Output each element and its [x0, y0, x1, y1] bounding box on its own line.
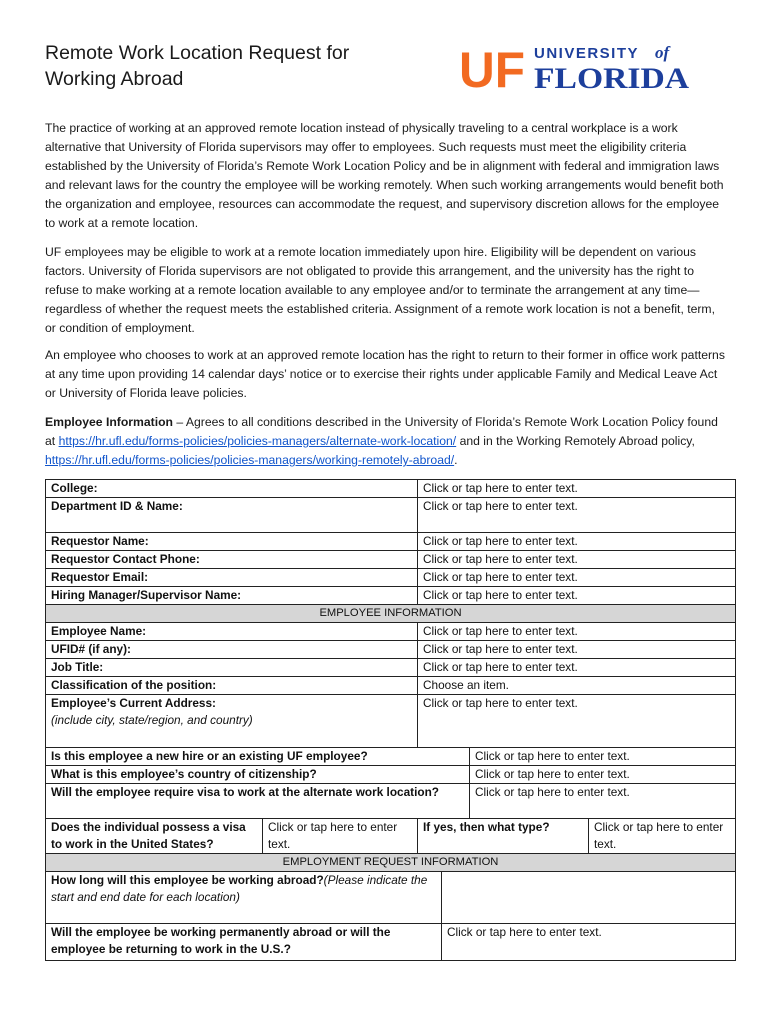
title-line-1: Remote Work Location Request for	[45, 42, 350, 64]
citizenship-field[interactable]: Click or tap here to enter text.	[470, 766, 736, 784]
department-label: Department ID & Name:	[46, 498, 418, 533]
address-note: (include city, state/region, and country)	[51, 713, 253, 727]
visa-required-label: Will the employee require visa to work at the alternate work location?	[46, 784, 470, 819]
classification-label: Classification of the position:	[46, 677, 418, 695]
job-title-label: Job Title:	[46, 659, 418, 677]
logo-of: of	[655, 43, 670, 62]
uf-logo-svg	[459, 42, 691, 92]
citizenship-label: What is this employee’s country of citizenship?	[46, 766, 470, 784]
table-row	[46, 766, 736, 784]
page-title	[45, 40, 425, 92]
title-line-2: Working Abroad	[45, 68, 184, 90]
eligibility-paragraph	[45, 243, 727, 338]
uf-logo	[459, 42, 691, 97]
department-field[interactable]: Click or tap here to enter text.	[418, 498, 736, 533]
employment-request-section-header: EMPLOYMENT REQUEST INFORMATION	[46, 854, 736, 872]
policy-text-3: .	[454, 453, 458, 467]
logo-florida: FLORIDA	[534, 62, 690, 92]
table-row	[46, 641, 736, 659]
return-rights-paragraph	[45, 346, 727, 403]
table-row	[46, 480, 736, 498]
employee-name-label: Employee Name:	[46, 623, 418, 641]
how-long-note: (Please indicate the start and end date for each location)	[51, 873, 428, 904]
table-row	[46, 498, 736, 533]
permanent-field[interactable]: Click or tap here to enter text.	[442, 924, 736, 961]
classification-dropdown[interactable]: Choose an item.	[418, 677, 736, 695]
paragraph-4	[45, 413, 727, 470]
college-field[interactable]: Click or tap here to enter text.	[418, 480, 736, 498]
address-label-text: Employee’s Current Address:	[51, 696, 216, 710]
table-row	[46, 677, 736, 695]
table-row	[46, 533, 736, 551]
table-row	[46, 587, 736, 605]
address-field[interactable]: Click or tap here to enter text.	[418, 695, 736, 748]
address-label	[46, 695, 418, 748]
college-label: College:	[46, 480, 418, 498]
table-row	[46, 784, 736, 819]
table-row	[46, 551, 736, 569]
how-long-label-text: How long will this employee be working abroad?	[51, 873, 324, 887]
requestor-name-field[interactable]: Click or tap here to enter text.	[418, 533, 736, 551]
table-row	[46, 659, 736, 677]
request-form-table	[45, 479, 736, 961]
requestor-phone-label: Requestor Contact Phone:	[46, 551, 418, 569]
requestor-phone-field[interactable]: Click or tap here to enter text.	[418, 551, 736, 569]
new-hire-field[interactable]: Click or tap here to enter text.	[470, 748, 736, 766]
table-row	[46, 819, 736, 854]
intro-paragraph	[45, 119, 727, 233]
employee-info-paragraph	[45, 413, 727, 470]
paragraph-3: An employee who chooses to work at an approved remote location has the right to return to their former in office work patterns at any time upon providing 14 calendar days’ notice or to exercise their rights under applicable Family and Medical Leave Act or University of Florida leave policies.	[45, 348, 725, 400]
employee-name-field[interactable]: Click or tap here to enter text.	[418, 623, 736, 641]
logo-uf-letters: UF	[459, 42, 525, 92]
table-row	[46, 623, 736, 641]
paragraph-1: The practice of working at an approved remote location instead of physically traveling to a central workplace is a work alternative that University of Florida supervisors may offer to employees. Such requests must meet the eligibility criteria established by the University of Florida’s Remote Work Location Policy and be in alignment with federal and immigration laws and relevant laws for the country the employee will be working remotely. When such working arrangements would benefit both the organization and employee, resources can accommodate the request, and supervisory discretion allows for the employee to work at a remote location.	[45, 121, 724, 230]
table-row	[46, 748, 736, 766]
table-row	[46, 924, 736, 961]
employee-info-heading: Employee Information	[45, 415, 173, 429]
new-hire-label: Is this employee a new hire or an existing UF employee?	[46, 748, 470, 766]
alternate-work-location-link[interactable]: https://hr.ufl.edu/forms-policies/policies-managers/alternate-work-location/	[58, 434, 457, 448]
job-title-field[interactable]: Click or tap here to enter text.	[418, 659, 736, 677]
employee-information-section-header: EMPLOYEE INFORMATION	[46, 605, 736, 623]
logo-university: UNIVERSITY	[534, 45, 640, 62]
paragraph-2: UF employees may be eligible to work at a remote location immediately upon hire. Eligibility will be dependent on various factors. University of Florida supervisors are not obligated to provide this arrangement, and the university has the right to refuse to make working at a remote location available to any employee and/or to terminate the arrangement at any time—regardless of whether the request meets the established criteria. Assignment of a remote work location is not a benefit, term, or condition of employment.	[45, 245, 715, 335]
hiring-manager-label: Hiring Manager/Supervisor Name:	[46, 587, 418, 605]
requestor-email-field[interactable]: Click or tap here to enter text.	[418, 569, 736, 587]
table-row	[46, 872, 736, 924]
how-long-field[interactable]	[442, 872, 736, 924]
ufid-field[interactable]: Click or tap here to enter text.	[418, 641, 736, 659]
policy-text-1: – Agrees to all conditions described in the University of Florida’s Remote Work Location Policy found at	[45, 415, 718, 448]
how-long-label	[46, 872, 442, 924]
table-row	[46, 605, 736, 623]
permanent-label: Will the employee be working permanently abroad or will the employee be returning to work in the U.S.?	[46, 924, 442, 961]
hiring-manager-field[interactable]: Click or tap here to enter text.	[418, 587, 736, 605]
ufid-label: UFID# (if any):	[46, 641, 418, 659]
requestor-name-label: Requestor Name:	[46, 533, 418, 551]
policy-text-2: and in the Working Remotely Abroad policy,	[456, 434, 695, 448]
table-row	[46, 695, 736, 748]
visa-possess-field[interactable]: Click or tap here to enter text.	[263, 819, 418, 854]
table-row	[46, 854, 736, 872]
visa-type-field[interactable]: Click or tap here to enter text.	[589, 819, 736, 854]
working-remotely-abroad-link[interactable]: https://hr.ufl.edu/forms-policies/policies-managers/working-remotely-abroad/	[45, 453, 455, 467]
requestor-email-label: Requestor Email:	[46, 569, 418, 587]
table-row	[46, 569, 736, 587]
visa-possess-label: Does the individual possess a visa to work in the United States?	[46, 819, 263, 854]
visa-required-field[interactable]: Click or tap here to enter text.	[470, 784, 736, 819]
visa-type-label: If yes, then what type?	[418, 819, 589, 854]
